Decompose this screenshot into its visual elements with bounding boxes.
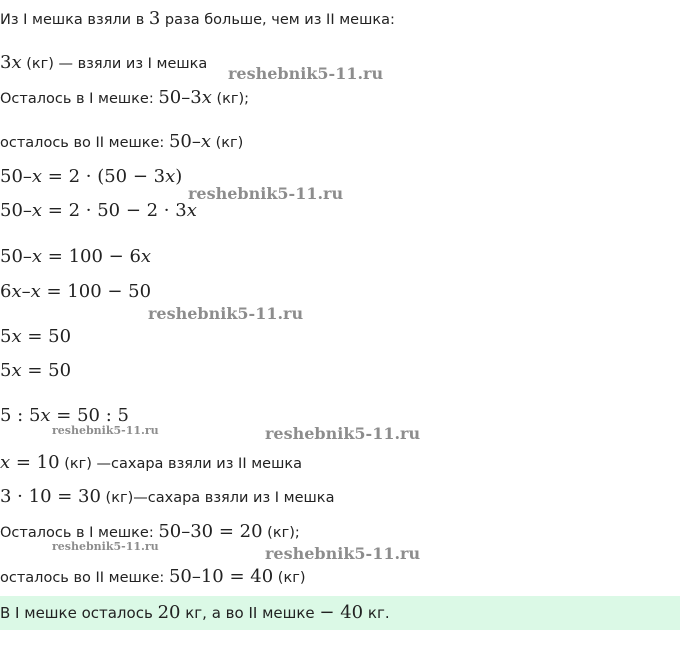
math: 5 (0, 360, 12, 381)
math-variable: x (201, 87, 212, 108)
math: 20 (157, 602, 181, 623)
equation-line-9 (0, 326, 71, 349)
math-variable: x (140, 246, 152, 267)
math: 50– (0, 166, 32, 187)
text-line-3 (0, 87, 249, 110)
text: (кг) (273, 570, 306, 586)
math-variable: x (11, 52, 22, 73)
watermark: reshebnik5-11.ru (265, 424, 421, 443)
text-line-1 (0, 8, 395, 31)
text: (кг) — взяли из I мешка (21, 56, 208, 72)
watermark: reshebnik5-11.ru (148, 304, 304, 323)
text: Осталось в I мешке: (0, 91, 159, 107)
math-variable: x (31, 200, 43, 221)
equation-line-6 (0, 200, 197, 223)
equation-line-8 (0, 281, 151, 304)
text: кг. (363, 604, 390, 622)
text-line-14 (0, 521, 300, 544)
text: осталось во II мешке: (0, 570, 169, 586)
math-variable: x (30, 281, 41, 302)
math: 50– (168, 131, 201, 152)
text-line-15 (0, 566, 306, 589)
math: 50–30 = 20 (158, 521, 263, 542)
text: (кг); (211, 91, 250, 107)
text: (кг); (262, 525, 300, 541)
math: 50–3 (158, 87, 202, 108)
watermark: reshebnik5-11.ru (228, 64, 384, 83)
math: 3 · 10 = 30 (0, 486, 101, 507)
math-variable: x (31, 246, 43, 267)
math: 6 (0, 281, 12, 302)
watermark: reshebnik5-11.ru (265, 544, 421, 563)
text: кг, а во II мешке (180, 604, 320, 622)
math: = 10 (10, 452, 60, 473)
text: Осталось в I мешке: (0, 525, 159, 541)
math-variable: x (11, 281, 22, 302)
text-line-4 (0, 131, 243, 154)
math: = 50 : 5 (50, 405, 129, 426)
math-variable: x (31, 166, 43, 187)
math: 5 : 5 (0, 405, 41, 426)
math: = 50 (21, 326, 72, 347)
text: (кг) —сахара взяли из II мешка (59, 456, 302, 472)
math: 3 (148, 8, 161, 29)
math: 50– (0, 200, 32, 221)
equation-line-11 (0, 405, 129, 428)
answer-box (0, 596, 680, 630)
math: 50–10 = 40 (168, 566, 274, 587)
text: осталось во II мешке: (0, 135, 169, 151)
math-variable: x (165, 166, 176, 187)
math-variable: x (11, 326, 22, 347)
math: = 2 · (50 − 3 (42, 166, 166, 187)
text-line-13 (0, 486, 334, 509)
math: ) (175, 166, 183, 187)
math: 3 (0, 52, 12, 73)
math: – (21, 281, 31, 302)
text-line-12 (0, 452, 302, 475)
equation-line-5 (0, 166, 182, 189)
answer-line (0, 602, 390, 624)
math: = 100 − 6 (42, 246, 141, 267)
text: раза больше, чем из II мешка: (160, 12, 395, 28)
text: (кг)—сахара взяли из I мешка (100, 490, 335, 506)
math-variable: x (11, 360, 22, 381)
text: Из I мешка взяли в (0, 12, 149, 28)
watermark: reshebnik5-11.ru (52, 540, 159, 553)
math: = 100 − 50 (40, 281, 152, 302)
math: − 40 (319, 602, 364, 623)
math: 5 (0, 326, 12, 347)
math-variable: x (186, 200, 197, 221)
math: = 50 (21, 360, 72, 381)
text-line-2 (0, 52, 207, 75)
equation-line-10 (0, 360, 71, 383)
math-variable: x (0, 452, 11, 473)
math: = 2 · 50 − 2 · 3 (42, 200, 187, 221)
watermark: reshebnik5-11.ru (188, 184, 344, 203)
math: 50– (0, 246, 32, 267)
text: (кг) (211, 135, 244, 151)
text: В I мешке осталось (0, 604, 158, 622)
watermark: reshebnik5-11.ru (52, 424, 159, 437)
equation-line-7 (0, 246, 151, 269)
math-variable: x (200, 131, 211, 152)
math-variable: x (40, 405, 51, 426)
